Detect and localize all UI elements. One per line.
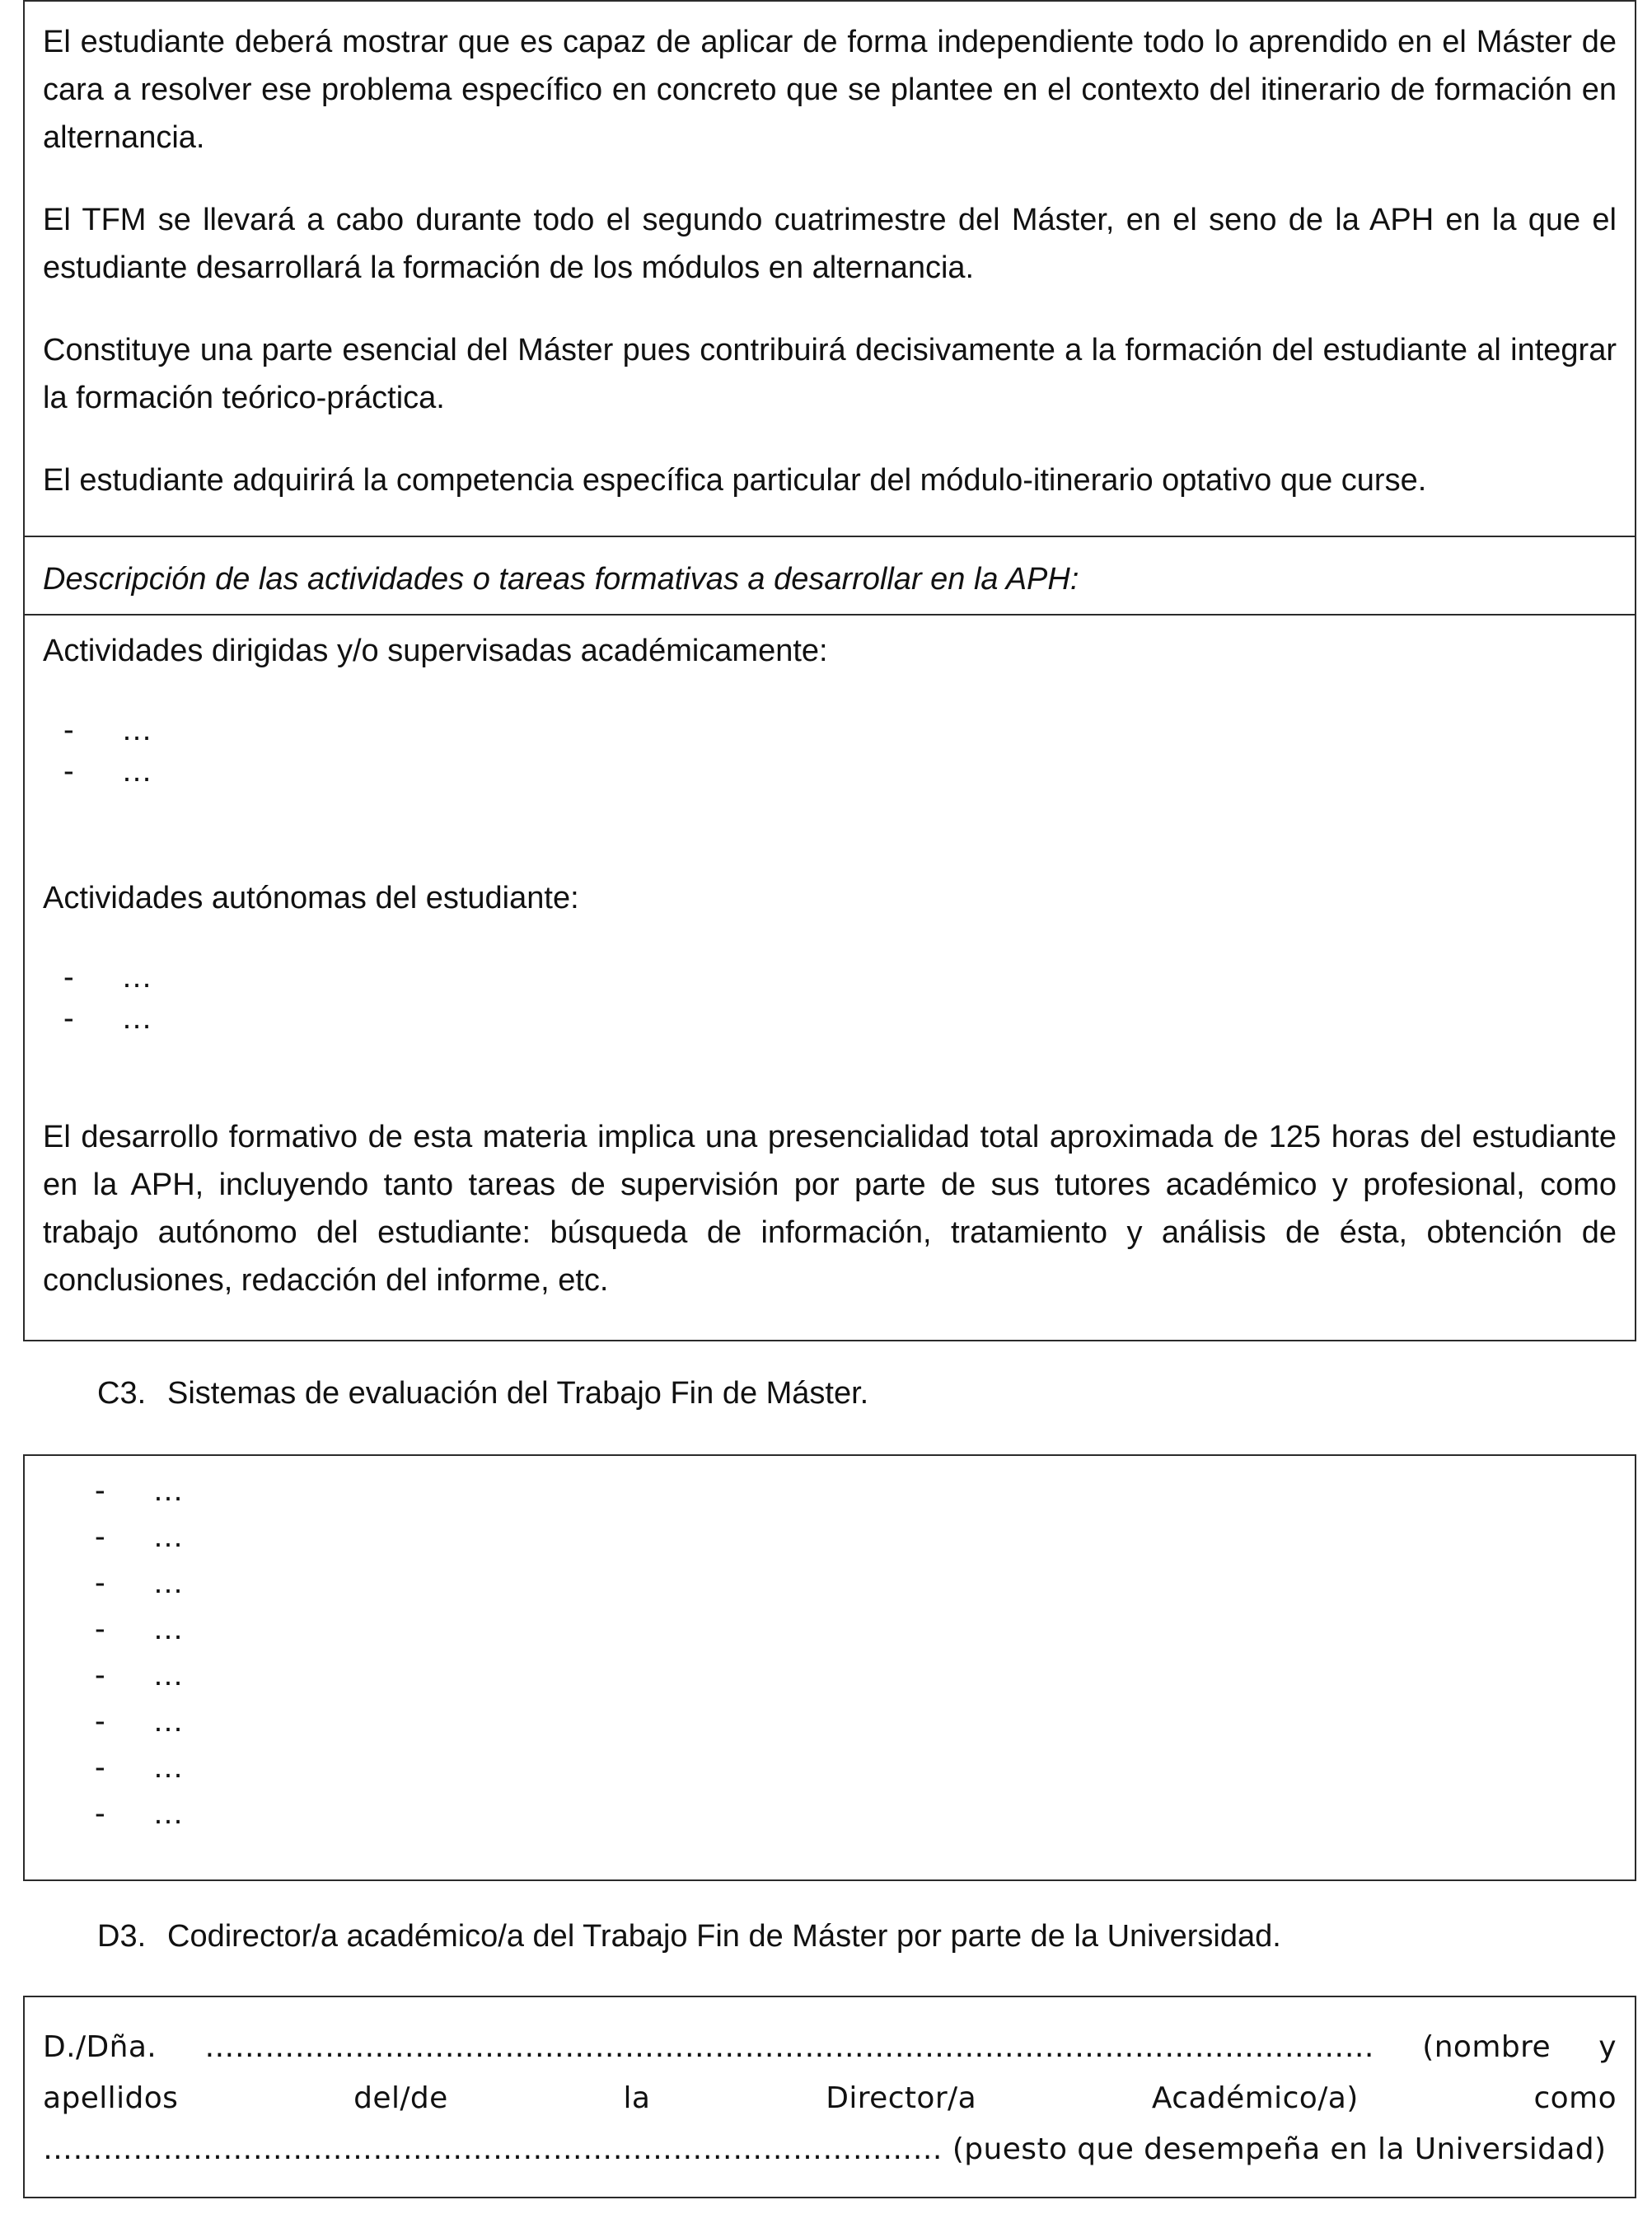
list-item-text: … <box>121 713 152 747</box>
intro-paragraph: El estudiante deberá mostrar que es capaz de aplicar de forma independiente todo lo aprendido en el Máster de cara a resolver ese problema específico en concreto que se plantee en el contexto del itinerario de formación en alternancia. <box>43 25 1617 155</box>
dash-bullet: - <box>63 1001 74 1036</box>
dash-bullet: - <box>63 754 74 789</box>
intro-paragraph: El estudiante adquirirá la competencia específica particular del módulo-itinerario optativo que curse. <box>43 463 1427 498</box>
section-c3-title: Sistemas de evaluación del Trabajo Fin de Máster. <box>167 1376 869 1411</box>
list-item <box>95 1698 1635 1744</box>
list-item <box>95 1790 1635 1837</box>
list-item-text: … <box>152 1796 184 1831</box>
activities-summary: El desarrollo formativo de esta materia implica una presencialidad total aproximada de 125 horas del estudiante en la APH, incluyendo tanto tareas de supervisión por parte de sus tutores académico y profesional, como trabajo autónomo del estudiante: búsqueda de información, tratamiento y análisis de ésta, obtención de conclusiones, redacción del informe, etc. <box>43 1120 1617 1298</box>
list-item <box>63 709 1617 751</box>
activities-description-heading: Descripción de las actividades o tareas formativas a desarrollar en la APH: <box>43 562 1079 597</box>
evaluation-systems-box <box>23 1454 1636 1881</box>
list-item-text: … <box>152 1612 184 1646</box>
list-item <box>95 1467 1635 1514</box>
list-item <box>63 751 1617 792</box>
section-c3-number: C3. <box>97 1376 147 1411</box>
list-item-text: … <box>152 1750 184 1785</box>
directed-activities-label: Actividades dirigidas y/o supervisadas académicamente: <box>43 634 828 668</box>
dash-bullet: - <box>95 1612 105 1646</box>
activities-cell <box>25 614 1635 1341</box>
section-d3-heading <box>97 1912 1281 1960</box>
intro-paragraph: Constituye una parte esencial del Máster pues contribuirá decisivamente a la formación del estudiante al integrar la formación teórico-práctica. <box>43 333 1617 415</box>
dash-bullet: - <box>95 1658 105 1692</box>
autonomous-activities-list <box>43 957 1617 1039</box>
list-item <box>63 998 1617 1039</box>
list-item <box>95 1606 1635 1652</box>
dash-bullet: - <box>63 713 74 747</box>
codirector-form-text: D./Dña. ……………………………………………………………………………………………………… (nombre y apellidos del/de la Director/a Académico/a) como ……………………………………………………………………………… (puesto que desempeña en la Universidad) <box>43 2030 1617 2166</box>
intro-paragraph: El TFM se llevará a cabo durante todo el segundo cuatrimestre del Máster, en el seno de la APH en la que el estudiante desarrollará la formación de los módulos en alternancia. <box>43 203 1617 285</box>
section-d3-title: Codirector/a académico/a del Trabajo Fin de Máster por parte de la Universidad. <box>167 1919 1281 1954</box>
list-item-text: … <box>121 754 152 789</box>
list-item <box>95 1652 1635 1698</box>
directed-activities-list <box>43 709 1617 792</box>
codirector-box <box>23 1996 1636 2198</box>
list-item-text: … <box>121 960 152 995</box>
dash-bullet: - <box>63 960 74 995</box>
dash-bullet: - <box>95 1704 105 1739</box>
dash-bullet: - <box>95 1750 105 1785</box>
dash-bullet: - <box>95 1796 105 1831</box>
list-item-text: … <box>121 1001 152 1036</box>
activities-table <box>23 0 1636 1341</box>
list-item-text: … <box>152 1473 184 1508</box>
list-item <box>95 1514 1635 1560</box>
list-item-text: … <box>152 1566 184 1600</box>
evaluation-systems-list <box>25 1467 1635 1837</box>
list-item <box>63 957 1617 998</box>
intro-cell <box>25 2 1635 536</box>
list-item <box>95 1560 1635 1606</box>
autonomous-activities-label: Actividades autónomas del estudiante: <box>43 881 579 915</box>
dash-bullet: - <box>95 1519 105 1554</box>
list-item-text: … <box>152 1658 184 1692</box>
list-item <box>95 1744 1635 1790</box>
activities-description-heading-cell <box>25 536 1635 614</box>
dash-bullet: - <box>95 1566 105 1600</box>
list-item-text: … <box>152 1704 184 1739</box>
section-c3-heading <box>97 1369 868 1417</box>
list-item-text: … <box>152 1519 184 1554</box>
section-d3-number: D3. <box>97 1919 147 1954</box>
dash-bullet: - <box>95 1473 105 1508</box>
